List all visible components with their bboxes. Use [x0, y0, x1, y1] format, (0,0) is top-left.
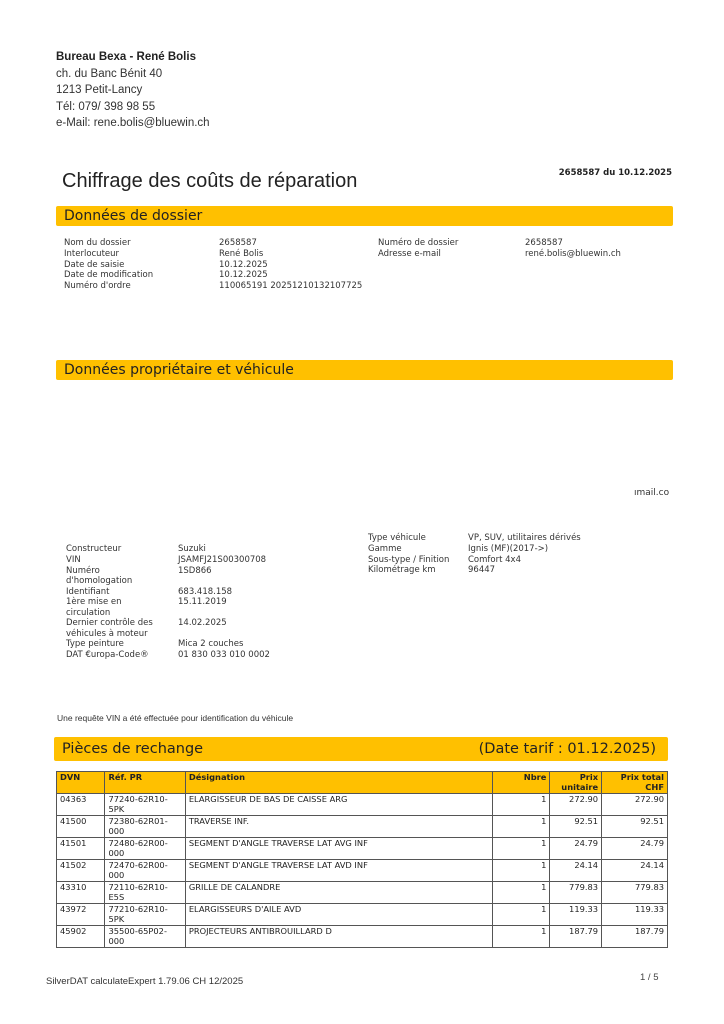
parts-header-row — [57, 772, 668, 794]
document-title: Chiffrage des coûts de réparation — [62, 170, 358, 192]
section-title-parts: Pièces de rechange — [62, 741, 204, 757]
field-row — [378, 249, 673, 260]
col-total-price: 24.14 — [602, 860, 668, 882]
field-label: Interlocuteur — [64, 248, 120, 259]
parts-table — [56, 771, 668, 948]
email: e-Mail: rene.bolis@bluewin.ch — [56, 117, 210, 129]
col-qty: 1 — [493, 904, 550, 926]
field-value: René Bolis — [219, 248, 264, 259]
col-total-price: 187.79 — [602, 926, 668, 948]
table-row — [57, 904, 668, 926]
col-total-price: 92.51 — [602, 816, 668, 838]
col-dvn: 41502 — [57, 860, 105, 882]
field-label: 1ère mise en circulation — [66, 597, 122, 619]
field-value: 96447 — [468, 565, 496, 576]
col-unit-price: 779.83 — [550, 882, 602, 904]
field-value: 10.12.2025 — [219, 270, 268, 281]
field-row — [66, 597, 356, 618]
col-total-price: 119.33 — [602, 904, 668, 926]
street: ch. du Banc Bénit 40 — [56, 67, 163, 80]
field-row — [64, 270, 374, 281]
col-ref: 72480-62R00- 000 — [105, 838, 185, 860]
field-row — [368, 533, 673, 544]
field-value: Mica 2 couches — [178, 639, 244, 650]
field-label: Identifiant — [66, 586, 110, 597]
col-qty: 1 — [493, 860, 550, 882]
document-reference: 2658587 du 10.12.2025 — [558, 168, 672, 178]
col-qty: 1 — [493, 794, 550, 816]
col-unit-price: 272.90 — [550, 794, 602, 816]
col-dvn: 41500 — [57, 816, 105, 838]
table-row — [57, 794, 668, 816]
field-label: Adresse e-mail — [378, 248, 441, 259]
col-ref: 77210-62R10- 5PK — [105, 904, 185, 926]
col-dvn: 43972 — [57, 904, 105, 926]
field-row — [66, 566, 356, 587]
col-ref: 72470-62R00- 000 — [105, 860, 185, 882]
section-bar-dossier — [56, 206, 673, 226]
field-row — [64, 249, 374, 260]
field-label: Date de modification — [64, 270, 154, 281]
parts-body — [57, 794, 668, 948]
field-row — [66, 618, 356, 639]
col-unit-price: 24.79 — [550, 838, 602, 860]
section-title-dossier: Données de dossier — [64, 208, 203, 224]
col-dvn: 04363 — [57, 794, 105, 816]
email-fragment: ımail.co — [634, 488, 670, 498]
field-value: Ignis (MF)(2017->) — [468, 543, 549, 554]
col-unit-price: 24.14 — [550, 860, 602, 882]
col-designation: SEGMENT D'ANGLE TRAVERSE LAT AVD INF — [185, 860, 493, 882]
col-designation-header: Désignation — [185, 772, 493, 794]
field-label: Nom du dossier — [64, 238, 131, 248]
field-value: 110065191 20251210132107725 — [219, 281, 363, 292]
col-qty: 1 — [493, 882, 550, 904]
field-value: 1SD866 — [178, 565, 212, 576]
field-row — [64, 260, 374, 271]
col-total-price: 24.79 — [602, 838, 668, 860]
sender-address — [56, 49, 210, 132]
field-label: Numéro de dossier — [378, 238, 459, 248]
col-qty: 1 — [493, 926, 550, 948]
col-total-price: 779.83 — [602, 882, 668, 904]
section-title-owner: Données propriétaire et véhicule — [64, 362, 294, 378]
col-designation: GRILLE DE CALANDRE — [185, 882, 493, 904]
field-row — [66, 639, 356, 650]
field-value: 15.11.2019 — [178, 597, 227, 608]
field-row — [66, 555, 356, 566]
field-label: DAT €uropa-Code® — [66, 650, 149, 661]
col-ref: 35500-65P02- 000 — [105, 926, 185, 948]
field-label: VIN — [66, 554, 81, 565]
field-value: JSAMFJ21S00300708 — [178, 554, 267, 565]
col-dvn-header: DVN — [57, 772, 105, 794]
col-designation: SEGMENT D'ANGLE TRAVERSE LAT AVG INF — [185, 838, 493, 860]
field-row — [64, 281, 374, 292]
field-row — [64, 238, 374, 249]
col-designation: ELARGISSEUR DE BAS DE CAISSE ARG — [185, 794, 493, 816]
field-label: Type peinture — [66, 639, 124, 650]
col-unit-price: 92.51 — [550, 816, 602, 838]
field-row — [368, 544, 673, 555]
table-row — [57, 816, 668, 838]
col-qty-header: Nbre — [493, 772, 550, 794]
dossier-fields-left — [64, 238, 374, 292]
field-row — [378, 238, 673, 249]
col-ref: 72380-62R01- 000 — [105, 816, 185, 838]
field-label: Sous-type / Finition — [368, 554, 450, 565]
table-row — [57, 860, 668, 882]
field-row — [368, 565, 673, 576]
field-label: Gamme — [368, 543, 402, 554]
field-row — [66, 544, 356, 555]
table-row — [57, 838, 668, 860]
col-dvn: 45902 — [57, 926, 105, 948]
field-value: 14.02.2025 — [178, 618, 227, 629]
company-name: Bureau Bexa - René Bolis — [56, 51, 196, 63]
section-bar-parts — [54, 737, 668, 761]
col-ref-header: Réf. PR — [105, 772, 185, 794]
table-row — [57, 926, 668, 948]
vin-request-note: Une requête VIN a été effectuée pour identification du véhicule — [57, 713, 294, 723]
col-dvn: 41501 — [57, 838, 105, 860]
col-qty: 1 — [493, 816, 550, 838]
phone: Tél: 079/ 398 98 55 — [56, 100, 156, 113]
col-unit-price: 119.33 — [550, 904, 602, 926]
dossier-fields-right — [378, 238, 673, 260]
col-unit-price: 187.79 — [550, 926, 602, 948]
field-value: 01 830 033 010 0002 — [178, 650, 270, 661]
footer-software: SilverDAT calculateExpert 1.79.06 CH 12/2025 — [46, 976, 244, 987]
field-value: 2658587 — [219, 238, 257, 248]
field-label: Type véhicule — [368, 533, 426, 543]
field-label: Dernier contrôle des véhicules à moteur — [66, 618, 153, 640]
field-label: Date de saisie — [64, 259, 125, 270]
vehicle-fields-left — [66, 544, 356, 661]
field-value: 683.418.158 — [178, 586, 233, 597]
field-label: Constructeur — [66, 544, 122, 554]
field-value: Comfort 4x4 — [468, 554, 521, 565]
vehicle-fields-right — [368, 533, 673, 576]
col-unit-price-header: Prix unitaire — [550, 772, 602, 794]
page-number: 1 / 5 — [640, 972, 659, 983]
col-total-price-header: Prix total CHF — [602, 772, 668, 794]
col-designation: TRAVERSE INF. — [185, 816, 493, 838]
section-bar-owner — [56, 360, 673, 380]
table-row — [57, 882, 668, 904]
col-dvn: 43310 — [57, 882, 105, 904]
field-row — [368, 555, 673, 566]
field-label: Kilométrage km — [368, 565, 436, 576]
col-ref: 72110-62R10- E5S — [105, 882, 185, 904]
col-designation: PROJECTEURS ANTIBROUILLARD D — [185, 926, 493, 948]
field-value: rené.bolis@bluewin.ch — [525, 248, 621, 259]
field-value: 10.12.2025 — [219, 259, 268, 270]
col-ref: 77240-62R10- 5PK — [105, 794, 185, 816]
col-total-price: 272.90 — [602, 794, 668, 816]
col-qty: 1 — [493, 838, 550, 860]
field-label: Numéro d'ordre — [64, 281, 131, 292]
field-row — [66, 587, 356, 598]
field-value: 2658587 — [525, 238, 563, 248]
field-value: VP, SUV, utilitaires dérivés — [468, 533, 581, 543]
field-value: Suzuki — [178, 544, 206, 554]
city: 1213 Petit-Lancy — [56, 84, 143, 96]
tariff-date: (Date tarif : 01.12.2025) — [478, 741, 656, 757]
field-row — [66, 650, 356, 661]
col-designation: ELARGISSEURS D'AILE AVD — [185, 904, 493, 926]
field-label: Numéro d'homologation — [66, 565, 133, 587]
